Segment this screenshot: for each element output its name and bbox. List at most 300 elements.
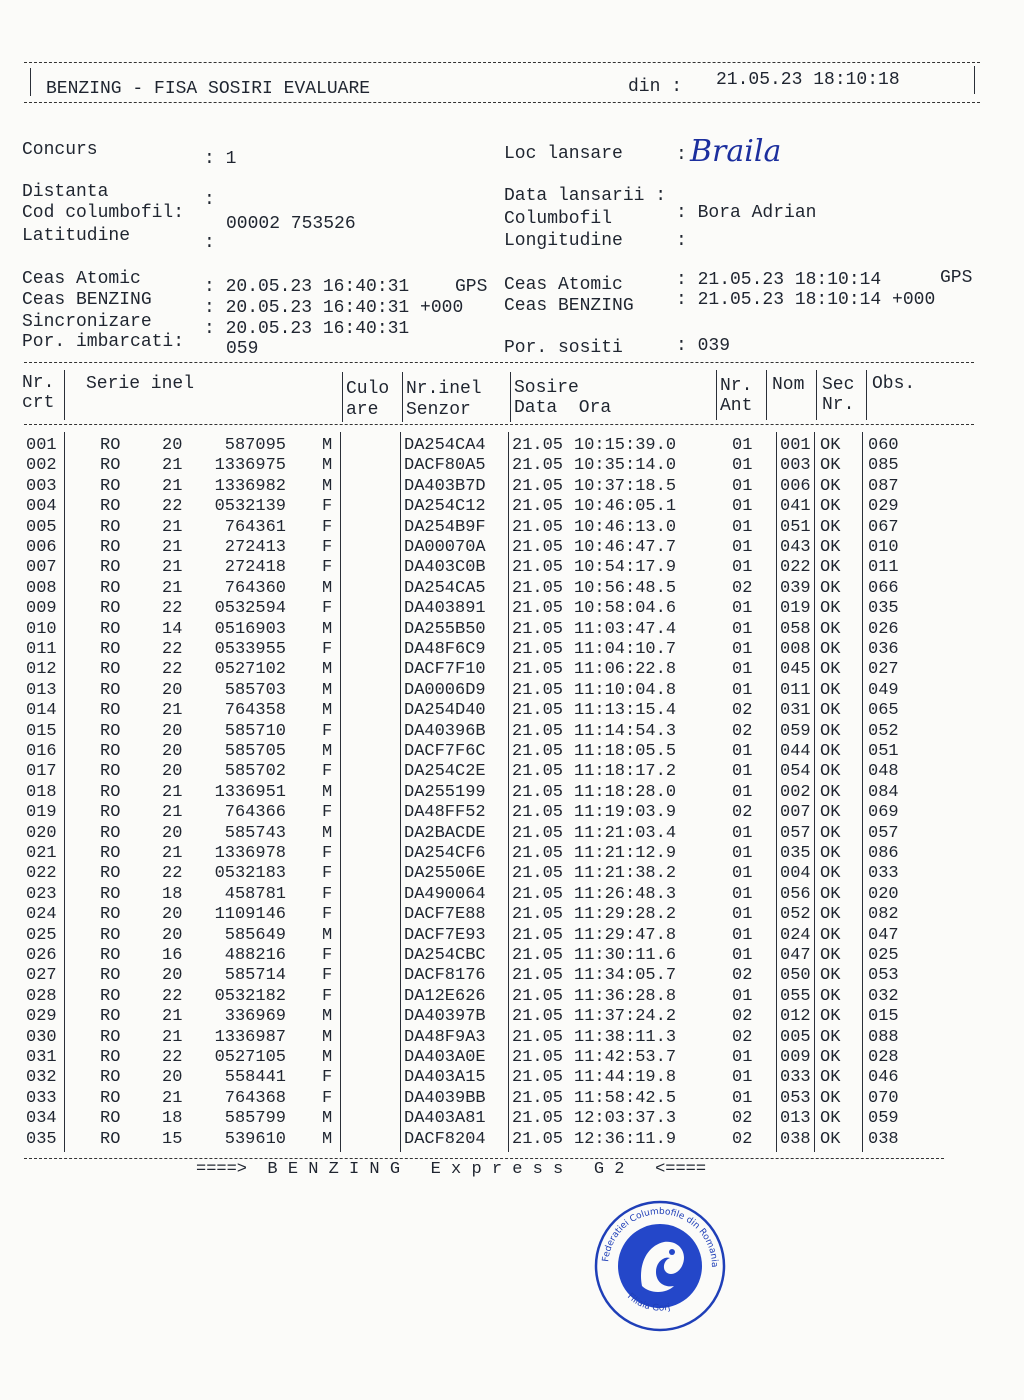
table-cell: 21.05 <box>512 905 564 925</box>
table-cell: 10:37:18.5 <box>574 476 677 496</box>
table-cell: 458781 <box>224 884 286 904</box>
table-cell: F <box>322 946 333 965</box>
table-cell: 22 <box>162 986 183 1006</box>
table-cell: 028 <box>868 1048 899 1067</box>
table-cell: 048 <box>868 762 899 782</box>
table-cell: DA40396B <box>404 721 486 741</box>
loc-lansare-label: Loc lansare <box>504 144 623 164</box>
table-cell: RO <box>100 436 121 455</box>
table-cell: 084 <box>868 782 899 802</box>
table-cell: DA490064 <box>404 884 486 904</box>
table-cell: 22 <box>162 599 183 619</box>
table-cell: DA48F9A3 <box>404 1027 486 1047</box>
table-cell: 11:58:42.5 <box>574 1088 677 1108</box>
table-cell: 1336978 <box>214 844 286 863</box>
col-sosire-2: Data Ora <box>514 398 612 418</box>
table-cell: 10:56:48.5 <box>574 578 677 598</box>
table-cell: 21 <box>162 578 183 598</box>
table-cell: 21.05 <box>512 1129 564 1149</box>
table-cell: 020 <box>868 884 899 904</box>
table-cell: 21.05 <box>512 558 564 578</box>
table-cell: 11:21:12.9 <box>574 844 677 863</box>
table-cell: 036 <box>868 640 899 659</box>
loc-lansare-colon: : <box>676 145 687 165</box>
ceas-atomic-right-value: : 21.05.23 18:10:14 <box>676 270 882 290</box>
table-cell: 011 <box>26 640 57 659</box>
table-cell: 003 <box>26 476 57 496</box>
data-lansarii-label: Data lansarii : <box>504 186 667 206</box>
col-ant-1: Nr. <box>720 376 753 396</box>
table-cell: 013 <box>26 680 57 700</box>
table-cell: 20 <box>162 721 183 741</box>
table-cell: OK <box>820 986 841 1006</box>
table-cell: M <box>322 680 333 700</box>
table-cell: 02 <box>732 803 753 823</box>
table-cell: F <box>322 762 333 782</box>
table-cell: F <box>322 986 333 1006</box>
table-cell: RO <box>100 946 121 965</box>
table-cell: 21.05 <box>512 986 564 1006</box>
longitudine-value: : <box>676 231 687 251</box>
table-cell: 21.05 <box>512 476 564 496</box>
table-cell: 18 <box>162 1109 183 1129</box>
table-cell: 21 <box>162 803 183 823</box>
table-cell: 764361 <box>224 517 286 537</box>
table-cell: 11:10:04.8 <box>574 680 677 700</box>
table-cell: 031 <box>26 1048 57 1067</box>
table-cell: 033 <box>780 1068 811 1088</box>
table-cell: 21.05 <box>512 925 564 945</box>
table-cell: 029 <box>868 497 899 517</box>
table-cell: RO <box>100 599 121 619</box>
table-cell: 585714 <box>224 966 286 986</box>
col-nom: Nom <box>772 375 805 395</box>
table-cell: 024 <box>780 925 811 945</box>
table-cell: OK <box>820 558 841 578</box>
table-cell: 043 <box>780 538 811 557</box>
sep-body-4 <box>508 432 509 1152</box>
table-cell: DA4039BB <box>404 1088 486 1108</box>
table-cell: 008 <box>26 578 57 598</box>
col-sec-1: Sec <box>822 375 855 395</box>
table-cell: DA254CBC <box>404 946 486 965</box>
table-cell: DA254CA4 <box>404 436 486 455</box>
table-cell: 01 <box>732 1048 753 1067</box>
table-cell: 059 <box>868 1109 899 1129</box>
table-cell: 017 <box>26 762 57 782</box>
table-cell: 02 <box>732 966 753 986</box>
table-cell: RO <box>100 742 121 761</box>
table-cell: 21 <box>162 1088 183 1108</box>
table-cell: 01 <box>732 619 753 639</box>
sincronizare-label: Sincronizare <box>22 312 152 332</box>
table-cell: 059 <box>780 721 811 741</box>
table-cell: 01 <box>732 986 753 1006</box>
table-cell: DA2BACDE <box>404 823 486 843</box>
table-cell: DA25506E <box>404 864 486 884</box>
table-cell: OK <box>820 1068 841 1088</box>
table-cell: 11:26:48.3 <box>574 884 677 904</box>
table-cell: 20 <box>162 1068 183 1088</box>
latitudine-label: Latitudine <box>22 226 131 246</box>
table-cell: 21.05 <box>512 701 564 721</box>
por-sositi-value: : 039 <box>676 336 731 356</box>
table-cell: 01 <box>732 436 753 455</box>
table-cell: 0516903 <box>214 619 286 639</box>
table-cell: 20 <box>162 762 183 782</box>
table-cell: OK <box>820 1129 841 1149</box>
table-cell: 082 <box>868 905 899 925</box>
table-cell: M <box>322 578 333 598</box>
table-cell: 11:29:28.2 <box>574 905 677 925</box>
table-cell: 065 <box>868 701 899 721</box>
table-cell: 005 <box>780 1027 811 1047</box>
table-cell: OK <box>820 701 841 721</box>
table-cell: DA254B9F <box>404 517 486 537</box>
table-cell: DA403C0B <box>404 558 486 578</box>
table-cell: 22 <box>162 864 183 884</box>
table-cell: 052 <box>780 905 811 925</box>
table-cell: 020 <box>26 823 57 843</box>
table-cell: DA403B7D <box>404 476 486 496</box>
table-cell: 10:46:47.7 <box>574 538 677 557</box>
table-cell: 21.05 <box>512 782 564 802</box>
table-cell: 01 <box>732 1088 753 1108</box>
table-cell: 22 <box>162 497 183 517</box>
table-cell: RO <box>100 823 121 843</box>
table-cell: F <box>322 640 333 659</box>
table-cell: 066 <box>868 578 899 598</box>
table-cell: 01 <box>732 558 753 578</box>
table-cell: 035 <box>26 1129 57 1149</box>
table-cell: 10:15:39.0 <box>574 436 677 455</box>
table-cell: 14 <box>162 619 183 639</box>
table-cell: 21.05 <box>512 517 564 537</box>
table-cell: 0532139 <box>214 497 286 517</box>
table-cell: DACF7F6C <box>404 742 486 761</box>
footer-banner: ====> B E N Z I N G E x p r e s s G 2 <==== <box>196 1160 707 1179</box>
columbofil-value: : Bora Adrian <box>676 203 817 223</box>
table-cell: 0532182 <box>214 986 286 1006</box>
table-cell: OK <box>820 1088 841 1108</box>
table-cell: F <box>322 517 333 537</box>
table-cell: 055 <box>780 986 811 1006</box>
table-cell: 01 <box>732 946 753 965</box>
table-cell: DA254CA5 <box>404 578 486 598</box>
table-cell: 11:18:05.5 <box>574 742 677 761</box>
table-cell: 011 <box>868 558 899 578</box>
table-cell: OK <box>820 823 841 843</box>
table-cell: 047 <box>868 925 899 945</box>
table-cell: F <box>322 884 333 904</box>
table-cell: 1336987 <box>214 1027 286 1047</box>
table-cell: DA48FF52 <box>404 803 486 823</box>
table-cell: 11:30:11.6 <box>574 946 677 965</box>
table-cell: 015 <box>26 721 57 741</box>
table-cell: 21.05 <box>512 946 564 965</box>
table-cell: 01 <box>732 884 753 904</box>
table-cell: RO <box>100 1088 121 1108</box>
table-cell: 008 <box>780 640 811 659</box>
table-cell: F <box>322 497 333 517</box>
table-cell: OK <box>820 782 841 802</box>
table-cell: 021 <box>26 844 57 863</box>
table-cell: 01 <box>732 517 753 537</box>
concurs-label: Concurs <box>22 140 98 160</box>
table-cell: RO <box>100 538 121 557</box>
table-cell: 01 <box>732 660 753 680</box>
table-cell: 12:36:11.9 <box>574 1129 677 1149</box>
table-cell: 22 <box>162 1048 183 1067</box>
table-cell: 1109146 <box>214 905 286 925</box>
table-cell: 031 <box>780 701 811 721</box>
cod-value: 00002 753526 <box>226 214 356 234</box>
table-cell: RO <box>100 1007 121 1027</box>
table-cell: DA403A15 <box>404 1068 486 1088</box>
table-cell: 0527105 <box>214 1048 286 1067</box>
din-label: din : <box>628 77 683 97</box>
table-cell: 027 <box>868 660 899 680</box>
table-cell: 11:04:10.7 <box>574 640 677 659</box>
table-cell: 018 <box>26 782 57 802</box>
table-cell: 02 <box>732 1109 753 1129</box>
sep-body-5 <box>776 432 777 1152</box>
table-cell: 1336951 <box>214 782 286 802</box>
table-cell: RO <box>100 619 121 639</box>
table-cell: 013 <box>780 1109 811 1129</box>
table-cell: 052 <box>868 721 899 741</box>
table-cell: 11:19:03.9 <box>574 803 677 823</box>
table-cell: 02 <box>732 701 753 721</box>
sep-body-2 <box>340 432 341 1152</box>
table-cell: 051 <box>780 517 811 537</box>
table-cell: RO <box>100 986 121 1006</box>
table-cell: 019 <box>780 599 811 619</box>
table-cell: 21.05 <box>512 864 564 884</box>
table-cell: 019 <box>26 803 57 823</box>
table-cell: 21.05 <box>512 823 564 843</box>
table-cell: 272413 <box>224 538 286 557</box>
table-cell: RO <box>100 578 121 598</box>
sep-header-6 <box>766 370 767 420</box>
table-cell: RO <box>100 517 121 537</box>
table-cell: 038 <box>868 1129 899 1149</box>
table-cell: 025 <box>26 925 57 945</box>
table-cell: 069 <box>868 803 899 823</box>
col-ant-2: Ant <box>720 396 753 416</box>
table-cell: 056 <box>780 884 811 904</box>
table-cell: RO <box>100 803 121 823</box>
table-cell: 006 <box>780 476 811 496</box>
table-cell: DACF8176 <box>404 966 486 986</box>
sincronizare-value: : 20.05.23 16:40:31 <box>204 319 410 339</box>
table-cell: OK <box>820 1007 841 1027</box>
table-cell: 004 <box>26 497 57 517</box>
table-cell: 16 <box>162 946 183 965</box>
table-cell: 11:34:05.7 <box>574 966 677 986</box>
table-cell: 21 <box>162 782 183 802</box>
table-cell: 002 <box>780 782 811 802</box>
table-cell: 011 <box>780 680 811 700</box>
distanta-value: : <box>204 190 215 210</box>
concurs-value: : 1 <box>204 149 237 169</box>
table-cell: 587095 <box>224 436 286 455</box>
ceas-benzing-right-value: : 21.05.23 18:10:14 +000 <box>676 290 936 310</box>
table-cell: 01 <box>732 1068 753 1088</box>
table-cell: 21.05 <box>512 619 564 639</box>
table-cell: F <box>322 844 333 863</box>
table-cell: 10:54:17.9 <box>574 558 677 578</box>
header-bottom-rule <box>24 102 980 103</box>
table-cell: 15 <box>162 1129 183 1149</box>
table-cell: 016 <box>26 742 57 761</box>
table-cell: M <box>322 701 333 721</box>
table-cell: 12:03:37.3 <box>574 1109 677 1129</box>
table-cell: RO <box>100 905 121 925</box>
table-cell: 01 <box>732 640 753 659</box>
ceas-atomic-right-label: Ceas Atomic <box>504 275 623 295</box>
col-inel-1: Nr.inel <box>406 379 482 399</box>
table-cell: 21.05 <box>512 762 564 782</box>
table-cell: 006 <box>26 538 57 557</box>
table-cell: 20 <box>162 823 183 843</box>
table-cell: M <box>322 925 333 945</box>
header-right-bar <box>974 66 975 94</box>
table-cell: 585649 <box>224 925 286 945</box>
table-cell: 02 <box>732 1007 753 1027</box>
table-cell: 21.05 <box>512 599 564 619</box>
table-cell: 21 <box>162 558 183 578</box>
table-cell: OK <box>820 966 841 986</box>
table-cell: OK <box>820 884 841 904</box>
table-cell: 585710 <box>224 721 286 741</box>
table-cell: F <box>322 966 333 986</box>
table-cell: OK <box>820 578 841 598</box>
table-cell: 21.05 <box>512 884 564 904</box>
sep-header-5 <box>716 370 717 420</box>
table-cell: 336969 <box>224 1007 286 1027</box>
table-cell: 764360 <box>224 578 286 598</box>
table-cell: M <box>322 436 333 455</box>
table-cell: F <box>322 1068 333 1088</box>
table-cell: 049 <box>868 680 899 700</box>
table-cell: 21.05 <box>512 1088 564 1108</box>
table-cell: 21.05 <box>512 966 564 986</box>
table-cell: RO <box>100 1048 121 1067</box>
table-cell: OK <box>820 660 841 680</box>
table-cell: M <box>322 476 333 496</box>
table-cell: 0527102 <box>214 660 286 680</box>
table-cell: 11:38:11.3 <box>574 1027 677 1047</box>
table-cell: M <box>322 619 333 639</box>
table-cell: 053 <box>780 1088 811 1108</box>
table-cell: 21.05 <box>512 1109 564 1129</box>
table-cell: 10:58:04.6 <box>574 599 677 619</box>
table-cell: 01 <box>732 823 753 843</box>
table-cell: 057 <box>780 823 811 843</box>
table-cell: 22 <box>162 660 183 680</box>
table-cell: OK <box>820 436 841 455</box>
table-cell: RO <box>100 1129 121 1149</box>
federation-stamp <box>590 1196 730 1336</box>
table-cell: 585702 <box>224 762 286 782</box>
table-cell: 060 <box>868 436 899 455</box>
table-cell: 11:29:47.8 <box>574 925 677 945</box>
table-cell: DACF8204 <box>404 1129 486 1149</box>
table-cell: 046 <box>868 1068 899 1088</box>
table-cell: 01 <box>732 680 753 700</box>
ceas-atomic-right-gps: GPS <box>940 268 973 288</box>
sep-header-1 <box>64 370 65 420</box>
table-cell: DA255199 <box>404 782 486 802</box>
table-cell: 005 <box>26 517 57 537</box>
sep-header-3 <box>402 372 403 422</box>
table-cell: OK <box>820 1109 841 1129</box>
table-cell: 11:21:38.2 <box>574 864 677 884</box>
table-cell: RO <box>100 1068 121 1088</box>
table-cell: OK <box>820 619 841 639</box>
table-cell: 01 <box>732 782 753 802</box>
table-cell: 10:35:14.0 <box>574 456 677 476</box>
table-cell: 022 <box>780 558 811 578</box>
table-cell: 10:46:05.1 <box>574 497 677 517</box>
table-cell: 18 <box>162 884 183 904</box>
table-cell: 1336982 <box>214 476 286 496</box>
table-cell: 01 <box>732 599 753 619</box>
table-cell: 044 <box>780 742 811 761</box>
table-cell: 023 <box>26 884 57 904</box>
table-cell: 007 <box>780 803 811 823</box>
table-cell: 21.05 <box>512 803 564 823</box>
table-cell: 21.05 <box>512 1068 564 1088</box>
table-cell: OK <box>820 538 841 557</box>
table-cell: F <box>322 803 333 823</box>
table-cell: 035 <box>868 599 899 619</box>
table-cell: 010 <box>868 538 899 557</box>
table-cell: F <box>322 721 333 741</box>
col-nr-1: Nr. <box>22 373 55 393</box>
table-cell: 086 <box>868 844 899 863</box>
table-cell: 20 <box>162 680 183 700</box>
table-cell: RO <box>100 782 121 802</box>
table-header-rule <box>24 424 974 425</box>
table-cell: DA00070A <box>404 538 486 557</box>
table-cell: F <box>322 864 333 884</box>
page-title: BENZING - FISA SOSIRI EVALUARE <box>46 79 371 99</box>
table-cell: DACF7E93 <box>404 925 486 945</box>
table-cell: 01 <box>732 497 753 517</box>
table-cell: 029 <box>26 1007 57 1027</box>
table-cell: OK <box>820 762 841 782</box>
table-cell: 0533955 <box>214 640 286 659</box>
table-cell: 02 <box>732 721 753 741</box>
stamp-top-text: Federatiei Columbofile din Romania <box>601 1206 720 1268</box>
table-cell: OK <box>820 476 841 496</box>
table-cell: DA403A81 <box>404 1109 486 1129</box>
header-top-rule <box>24 62 980 63</box>
table-cell: 054 <box>780 762 811 782</box>
table-cell: OK <box>820 497 841 517</box>
sep-header-2 <box>342 372 343 422</box>
table-cell: 10:46:13.0 <box>574 517 677 537</box>
table-cell: 067 <box>868 517 899 537</box>
col-obs: Obs. <box>872 374 916 394</box>
table-cell: 20 <box>162 966 183 986</box>
table-cell: 11:13:15.4 <box>574 701 677 721</box>
col-sosire-1: Sosire <box>514 378 579 398</box>
table-cell: 01 <box>732 905 753 925</box>
table-cell: OK <box>820 680 841 700</box>
